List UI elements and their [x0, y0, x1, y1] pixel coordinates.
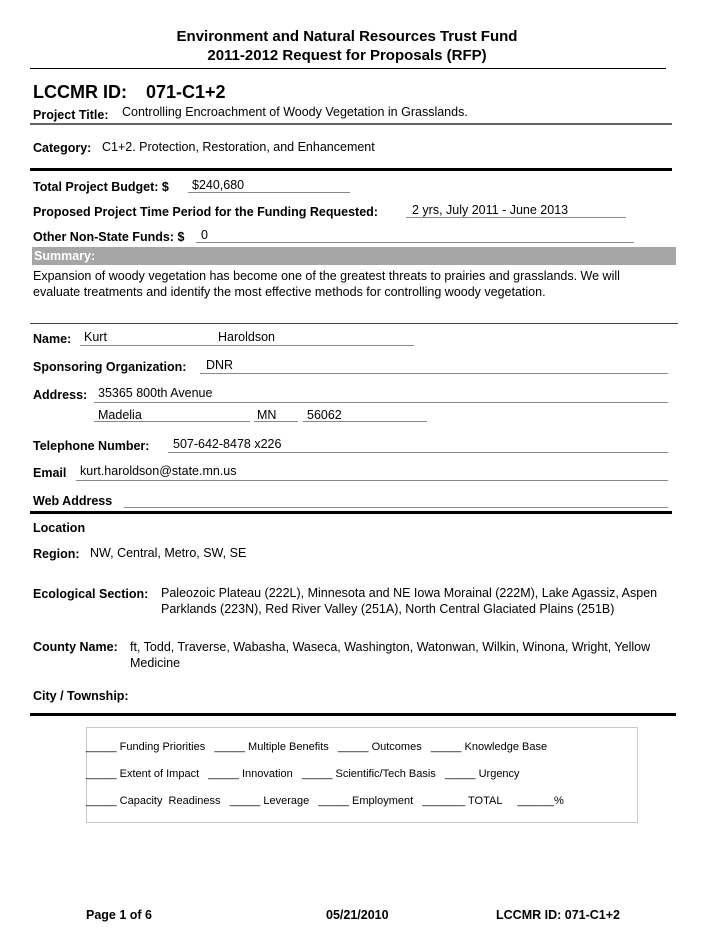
- state-value: MN: [257, 408, 277, 422]
- first-name-value: Kurt: [84, 330, 107, 344]
- scoring-row-3: _____ Capacity Readiness _____ Leverage _____ Employment _______ TOTAL ______%: [86, 795, 564, 807]
- total-budget-label: Total Project Budget: $: [33, 180, 169, 194]
- address-label: Address:: [33, 388, 88, 402]
- county-name-label: County Name:: [33, 640, 118, 654]
- scoring-row-1: _____ Funding Priorities _____ Multiple Benefits _____ Outcomes _____ Knowledge Base: [86, 741, 548, 753]
- header-line-1: Environment and Natural Resources Trust Fund: [176, 28, 518, 45]
- non-state-funds-label: Other Non-State Funds: $: [33, 230, 185, 244]
- time-period-value: 2 yrs, July 2011 - June 2013: [412, 203, 569, 217]
- total-budget-underline: [188, 192, 350, 193]
- zip-underline: [303, 421, 427, 422]
- footer-date: 05/21/2010: [326, 908, 389, 922]
- street-value: 35365 800th Avenue: [98, 386, 213, 400]
- non-state-funds-value: 0: [201, 228, 208, 242]
- web-address-underline: [124, 507, 668, 508]
- ecological-section-label: Ecological Section:: [33, 587, 149, 601]
- section-divider: [30, 511, 672, 514]
- telephone-label: Telephone Number:: [33, 439, 150, 453]
- header-divider: [30, 68, 666, 69]
- region-label: Region:: [33, 547, 80, 561]
- section-divider: [30, 713, 676, 716]
- divider: [30, 323, 678, 324]
- email-value[interactable]: kurt.haroldson@state.mn.us: [80, 464, 237, 478]
- web-address-label: Web Address: [33, 494, 113, 508]
- city-township-label: City / Township:: [33, 689, 129, 703]
- county-name-value: ft, Todd, Traverse, Wabasha, Waseca, Washington, Watonwan, Wilkin, Winona, Wright, Yellow Medicine: [130, 640, 651, 670]
- ecological-section-value: Paleozoic Plateau (222L), Minnesota and NE Iowa Morainal (222M), Lake Agassiz, Aspen Parklands (223N), Red River Valley (251A), North Central Glaciated Plains (251B): [161, 586, 658, 616]
- lccmr-id-value: 071-C1+2: [146, 82, 226, 102]
- region-value: NW, Central, Metro, SW, SE: [90, 546, 247, 560]
- total-budget-value: $240,680: [192, 178, 245, 192]
- project-title-label: Project Title:: [33, 108, 109, 122]
- city-value: Madelia: [98, 408, 142, 422]
- location-heading: Location: [33, 521, 86, 535]
- category-value: C1+2. Protection, Restoration, and Enhancement: [102, 140, 375, 154]
- state-underline: [254, 421, 298, 422]
- scoring-row-2: _____ Extent of Impact _____ Innovation _____ Scientific/Tech Basis _____ Urgency: [86, 768, 520, 780]
- email-label: Email: [33, 466, 67, 480]
- time-period-underline: [406, 217, 626, 218]
- street-underline: [94, 402, 668, 403]
- sponsoring-org-value: DNR: [206, 358, 234, 372]
- summary-header: Summary:: [32, 247, 676, 265]
- last-name-value: Haroldson: [218, 330, 275, 344]
- section-divider: [30, 168, 672, 171]
- name-underline: [80, 345, 414, 346]
- lccmr-id-label: LCCMR ID:: [33, 82, 127, 102]
- telephone-underline: [168, 452, 668, 453]
- header-line-2: 2011-2012 Request for Proposals (RFP): [207, 47, 487, 64]
- sponsoring-org-underline: [200, 373, 668, 374]
- project-title-value: Controlling Encroachment of Woody Vegetation in Grasslands.: [122, 105, 468, 119]
- telephone-value: 507-642-8478 x226: [173, 437, 282, 451]
- divider: [30, 123, 672, 125]
- category-label: Category:: [33, 141, 92, 155]
- summary-text: Expansion of woody vegetation has become one of the greatest threats to prairies and grasslands. We will evaluate treatments and identify the most effective methods for controlling woody vegetation.: [33, 269, 620, 299]
- footer-lccmr-id: LCCMR ID: 071-C1+2: [496, 908, 620, 922]
- email-underline: [76, 480, 668, 481]
- sponsoring-org-label: Sponsoring Organization:: [33, 360, 187, 374]
- name-label: Name:: [33, 332, 72, 346]
- time-period-label: Proposed Project Time Period for the Funding Requested:: [33, 205, 378, 219]
- zip-value: 56062: [307, 408, 342, 422]
- city-underline: [94, 421, 250, 422]
- footer-page-number: Page 1 of 6: [86, 908, 152, 922]
- non-state-funds-underline: [196, 242, 634, 243]
